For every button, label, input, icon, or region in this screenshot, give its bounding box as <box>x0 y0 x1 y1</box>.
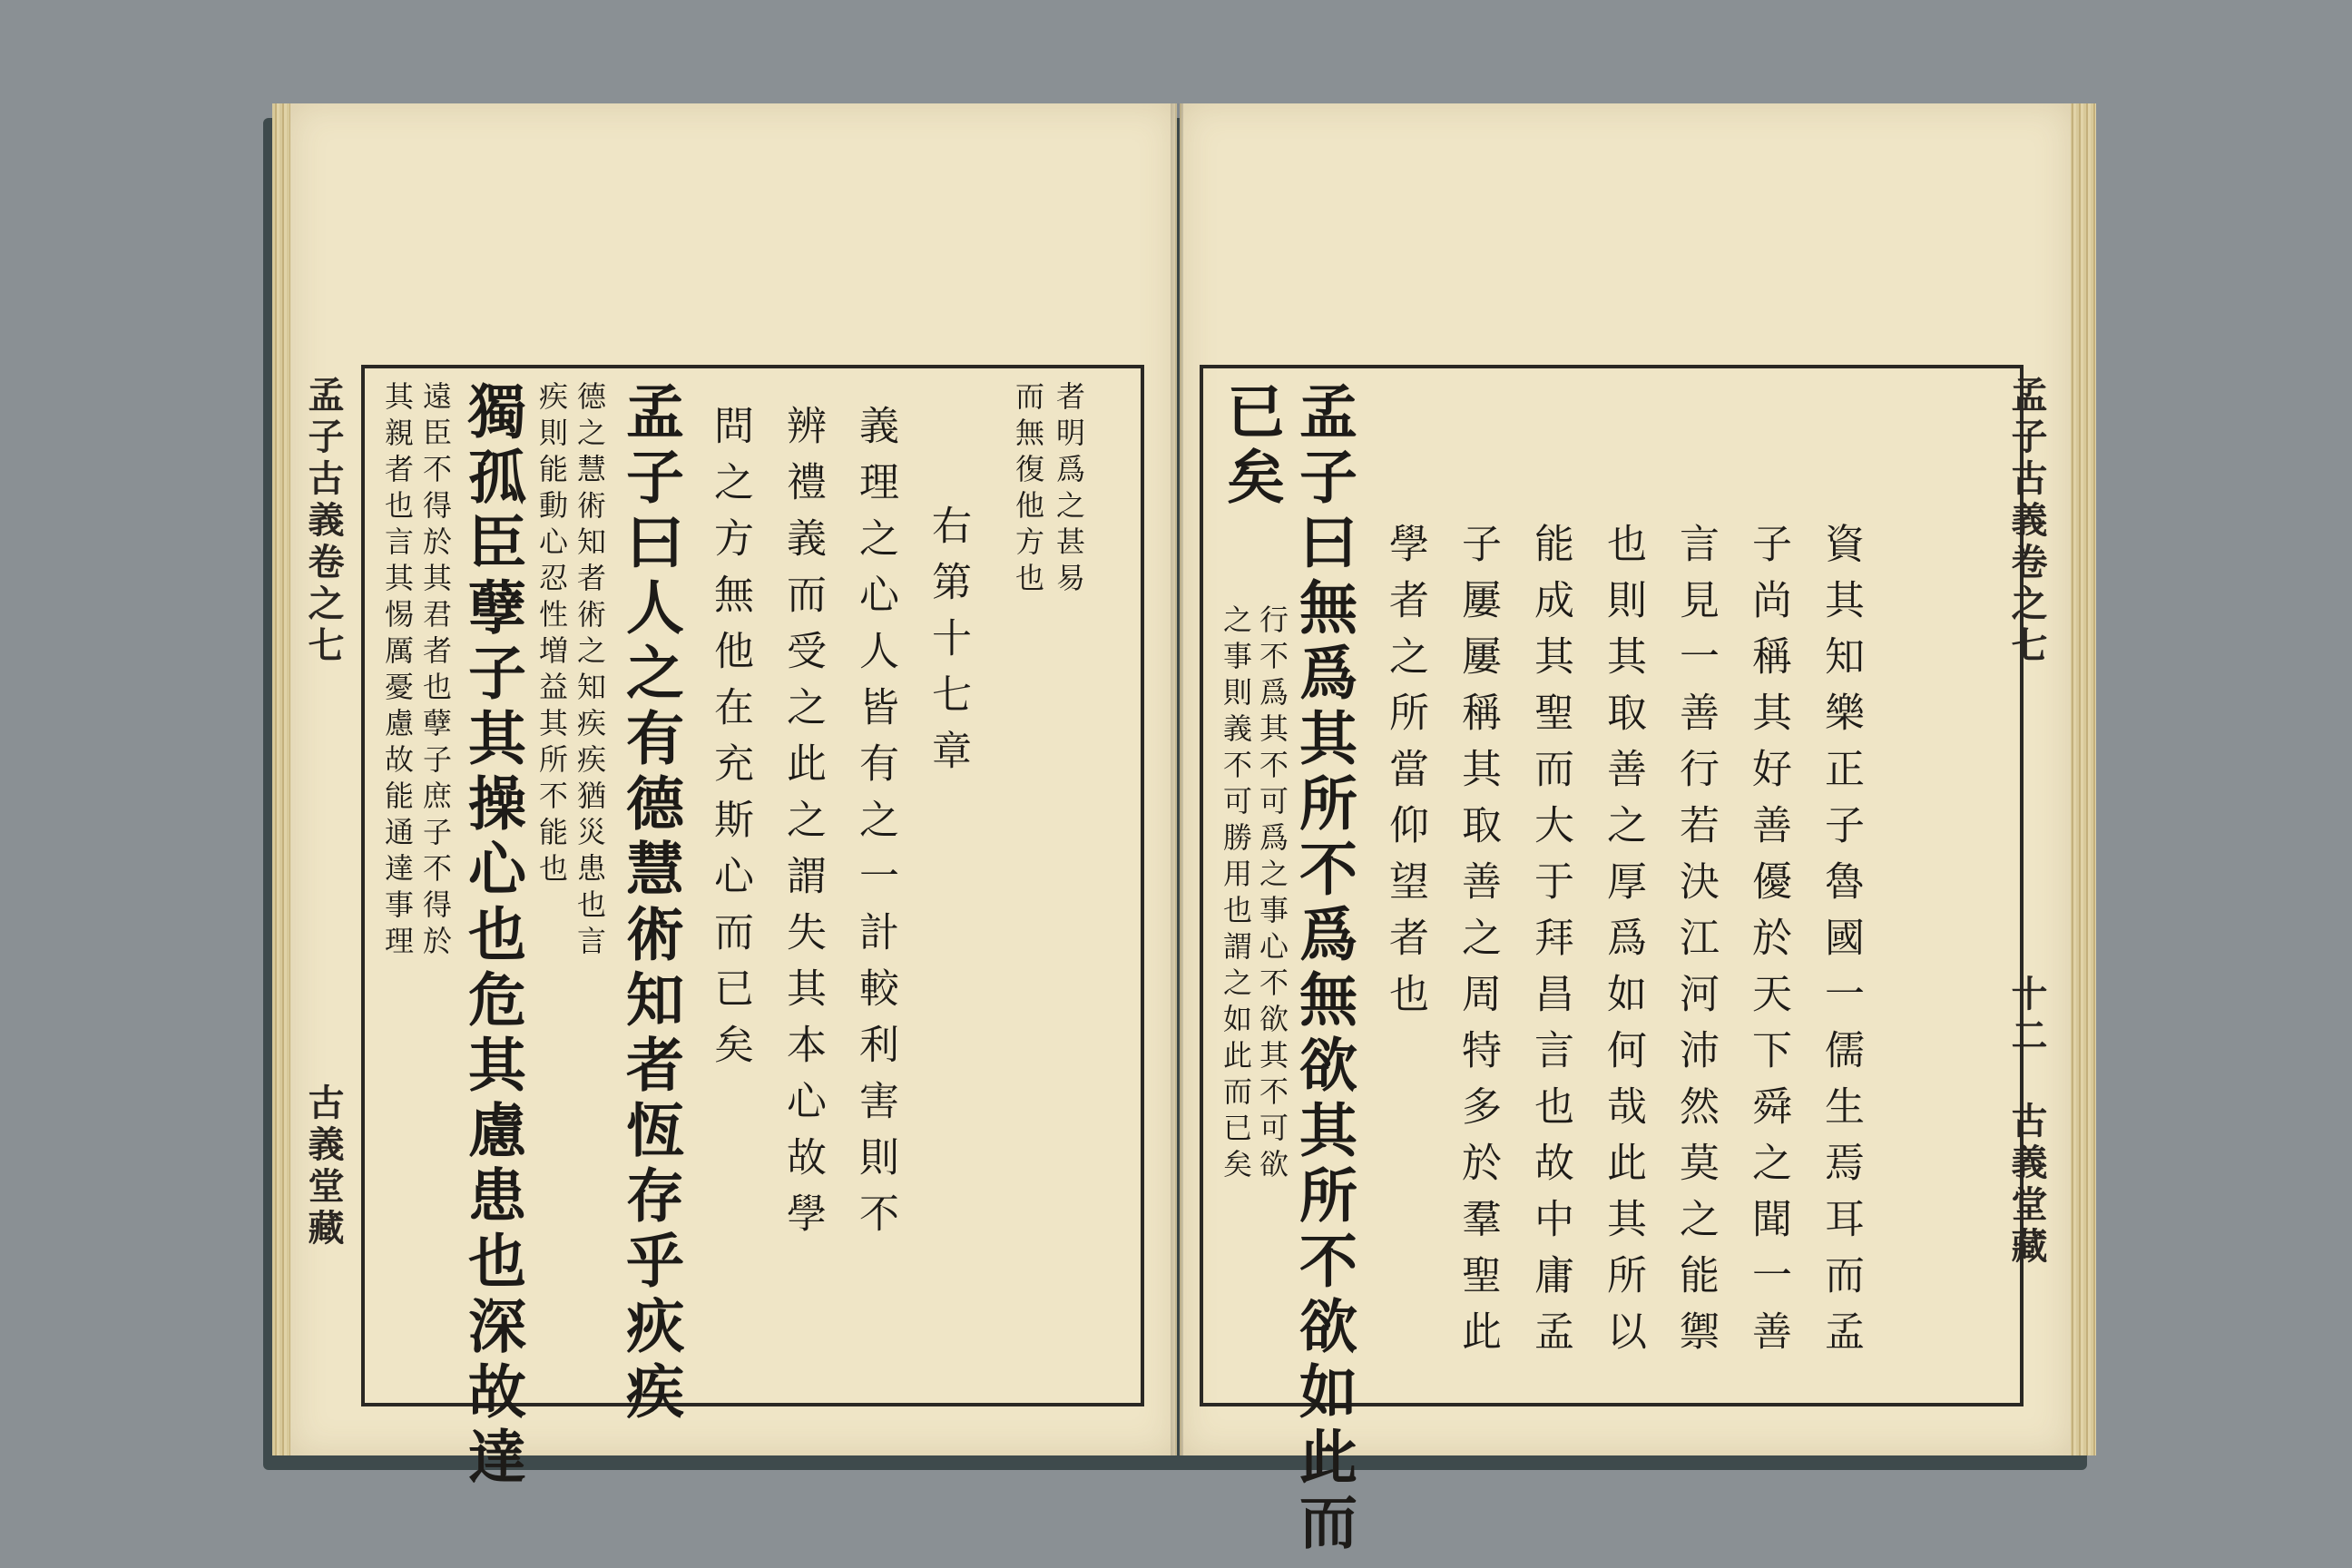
right-col-4: 也則其取善之厚爲如何哉此其所以 <box>1600 523 1646 1367</box>
left-col-4: 孟子曰人之有德慧術知者恆存乎疢疾 <box>616 381 684 1426</box>
left-margin-title: 孟子古義卷之七 <box>302 376 345 668</box>
right-text-frame <box>1200 365 2024 1557</box>
right-col-small-2: 之事則義不可勝用也謂之如此而已矣 <box>1219 604 1253 1185</box>
left-col-5: 問之方無他在充斯心而已矣 <box>707 405 753 1080</box>
right-col-small-1: 行不爲其不可爲之事心不欲其不可欲 <box>1255 604 1289 1185</box>
right-col-7: 學者之所當仰望者也 <box>1382 523 1428 1029</box>
right-margin-title: 孟子古義卷之七 <box>2005 376 2048 668</box>
right-col-9: 已矣 <box>1217 381 1285 512</box>
book-gutter <box>1171 103 1183 1455</box>
left-col-small-1: 其親者也言其惕厲憂慮故能通達事理 <box>380 381 415 962</box>
left-text-frame <box>361 365 1144 1492</box>
chapter-heading: 右第十七章 <box>925 505 971 786</box>
right-col-3: 言見一善行若決江河沛然莫之能禦 <box>1672 523 1719 1367</box>
left-col-7: 義理之心人皆有之一計較利害則不 <box>852 405 898 1249</box>
right-margin-mark: 古義堂藏 <box>2005 1102 2048 1269</box>
left-col-2: 疾則能動心忍性増益其所不能也 <box>534 381 569 889</box>
left-col-small-2: 遠臣不得於其君者也孽子庶子不得於 <box>418 381 453 962</box>
right-col-1: 資其知樂正子魯國一儒生焉耳而孟 <box>1818 523 1864 1367</box>
left-margin-mark: 古義堂藏 <box>302 1083 345 1250</box>
right-col-5: 能成其聖而大于拜昌言也故中庸孟 <box>1527 523 1573 1367</box>
left-col-3: 德之慧術知者術之知疾疾猶災患也言 <box>573 381 607 962</box>
left-col-6: 辨禮義而受之此之謂失其本心故學 <box>779 405 826 1249</box>
open-book <box>272 91 2087 1557</box>
right-col-6: 子屢屢稱其取善之周特多於羣聖此 <box>1455 523 1501 1367</box>
left-col-10: 者明爲之甚易 <box>1052 381 1086 599</box>
right-page <box>1180 103 2071 1557</box>
left-page <box>290 103 1177 1492</box>
left-col-9: 而無復他方也 <box>1011 381 1045 599</box>
right-margin-page: 十二 <box>2005 975 2048 1058</box>
right-col-2: 子尚稱其好善優於天下舜之聞一善 <box>1745 523 1791 1367</box>
left-col-1: 獨孤臣孽子其操心也危其慮患也深故達 <box>458 381 526 1492</box>
right-col-8: 孟子曰無爲其所不爲無欲其所不欲如此而 <box>1289 381 1357 1557</box>
